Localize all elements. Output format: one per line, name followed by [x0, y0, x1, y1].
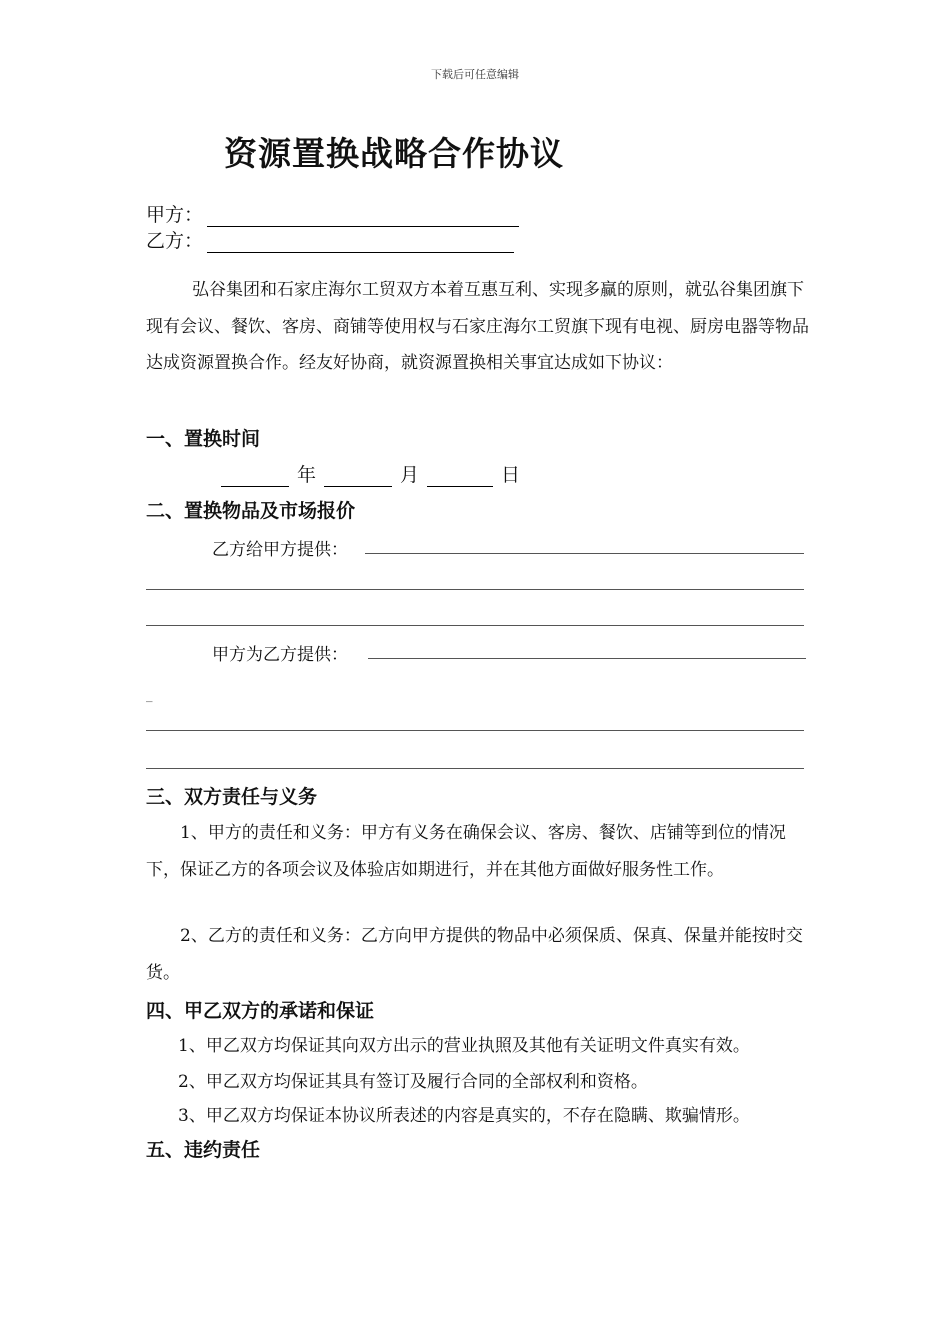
section-3-heading: 三、双方责任与义务: [146, 786, 318, 808]
party-b-row: [146, 226, 514, 253]
a-to-b-label: 甲方为乙方提供：: [212, 645, 348, 665]
section-1-heading: 一、置换时间: [146, 428, 261, 450]
party-b-blank: [207, 234, 514, 253]
section-4-item-3: 3、甲乙双方均保证本协议所表述的内容是真实的，不存在隐瞒、欺骗情形。: [178, 1106, 750, 1126]
a-to-b-line-2: [146, 730, 804, 731]
day-unit: 日: [501, 464, 521, 486]
a-to-b-line-1: [368, 658, 806, 659]
party-a-row: [146, 200, 519, 227]
party-b-label: 乙方：: [146, 230, 204, 252]
month-unit: 月: [400, 464, 420, 486]
section-4-item-1: 1、甲乙双方均保证其向双方出示的营业执照及其他有关证明文件真实有效。: [178, 1036, 750, 1056]
section-4-heading: 四、甲乙双方的承诺和保证: [146, 1000, 375, 1022]
intro-paragraph: 弘谷集团和石家庄海尔工贸双方本着互惠互利、实现多赢的原则，就弘谷集团旗下现有会议、餐饮、客房、商铺等使用权与石家庄海尔工贸旗下现有电视、厨房电器等物品达成资源置换合作。经友好协商，就资源置换相关事宜达成如下协议：: [146, 280, 809, 373]
section-2-heading: 二、置换物品及市场报价: [146, 500, 356, 522]
year-unit: 年: [297, 464, 317, 486]
a-to-b-line-3: [146, 768, 804, 769]
b-to-a-line-3: [146, 625, 804, 626]
section-3-item-2: 2、乙方的责任和义务：乙方向甲方提供的物品中必须保质、保真、保量并能按时交货。: [146, 926, 803, 983]
year-blank: [221, 466, 289, 487]
day-blank: [427, 466, 493, 487]
exchange-date-row: [221, 460, 528, 487]
stray-underscore: _: [146, 688, 153, 703]
b-to-a-line-1: [365, 553, 804, 554]
month-blank: [324, 466, 392, 487]
section-4-item-2: 2、甲乙双方均保证其具有签订及履行合同的全部权利和资格。: [178, 1072, 648, 1092]
header-note: 下载后可任意编辑: [431, 68, 519, 81]
party-a-label: 甲方：: [146, 204, 204, 226]
party-a-blank: [207, 208, 519, 227]
section-5-heading: 五、违约责任: [146, 1139, 261, 1161]
b-to-a-label: 乙方给甲方提供：: [212, 540, 348, 560]
b-to-a-line-2: [146, 589, 804, 590]
document-title: 资源置换战略合作协议: [224, 134, 564, 173]
section-3-item-1: 1、甲方的责任和义务：甲方有义务在确保会议、客房、餐饮、店铺等到位的情况下，保证乙方的各项会议及体验店如期进行，并在其他方面做好服务性工作。: [146, 823, 786, 880]
